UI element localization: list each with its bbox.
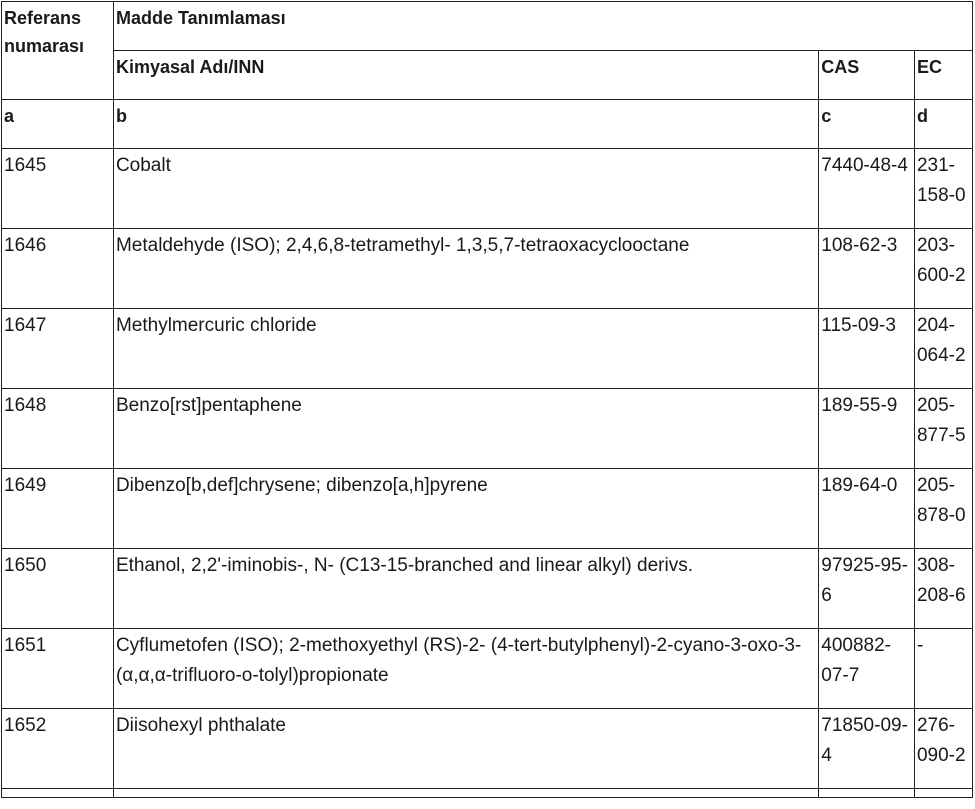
ec-cell: 276-090-2	[914, 709, 972, 789]
name-cell: Diisohexyl phthalate	[113, 709, 818, 789]
cas-cell: 400882-07-7	[819, 629, 915, 709]
cas-cell: 189-64-0	[819, 469, 915, 549]
ec-cell: 205-878-0	[914, 469, 972, 549]
name-cell: Ethanol, 2,2'-iminobis-, N- (C13-15-branched and linear alkyl) derivs.	[113, 549, 818, 629]
name-cell: Metaldehyde (ISO); 2,4,6,8-tetramethyl- 1,3,5,7-tetraoxacyclooctane	[113, 229, 818, 309]
header-row-2	[2, 51, 973, 100]
name-cell: Cobalt	[113, 149, 818, 229]
cas-header: CAS	[819, 51, 915, 100]
ref-cell-empty	[2, 789, 114, 798]
table-row	[2, 149, 973, 229]
table-row	[2, 469, 973, 549]
cas-cell: 71850-09-4	[819, 709, 915, 789]
ec-cell: 231-158-0	[914, 149, 972, 229]
substance-table	[1, 1, 973, 798]
ref-cell: 1649	[2, 469, 114, 549]
ref-cell: 1646	[2, 229, 114, 309]
name-cell: Benzo[rst]pentaphene	[113, 389, 818, 469]
col-letter-d: d	[914, 100, 972, 149]
ref-cell: 1650	[2, 549, 114, 629]
name-cell-empty	[113, 789, 818, 798]
cas-cell: 189-55-9	[819, 389, 915, 469]
ec-header: EC	[914, 51, 972, 100]
ec-cell: -	[914, 629, 972, 709]
column-letter-row	[2, 100, 973, 149]
table-row	[2, 229, 973, 309]
ref-cell: 1651	[2, 629, 114, 709]
cas-cell: 97925-95-6	[819, 549, 915, 629]
cas-cell: 7440-48-4	[819, 149, 915, 229]
table-row	[2, 549, 973, 629]
ref-header: Referans numarası	[2, 2, 114, 100]
col-letter-a: a	[2, 100, 114, 149]
table-row	[2, 309, 973, 389]
table-row	[2, 709, 973, 789]
col-letter-b: b	[113, 100, 818, 149]
ref-cell: 1645	[2, 149, 114, 229]
table-row	[2, 389, 973, 469]
cas-cell: 108-62-3	[819, 229, 915, 309]
ec-cell: 203-600-2	[914, 229, 972, 309]
name-cell: Methylmercuric chloride	[113, 309, 818, 389]
col-letter-c: c	[819, 100, 915, 149]
table-row	[2, 629, 973, 709]
ref-cell: 1647	[2, 309, 114, 389]
ec-cell: 204-064-2	[914, 309, 972, 389]
table-row-partial	[2, 789, 973, 798]
header-row-1	[2, 2, 973, 51]
name-cell[interactable]: Cyflumetofen (ISO); 2-methoxyethyl (RS)-2- (4-tert-butylphenyl)-2-cyano-3-oxo-3-(α,α,α-trifluoro-o-tolyl)propionate	[113, 629, 818, 709]
ec-cell-empty	[914, 789, 972, 798]
chem-header: Kimyasal Adı/INN	[113, 51, 818, 100]
name-cell: Dibenzo[b,def]chrysene; dibenzo[a,h]pyrene	[113, 469, 818, 549]
desc-header: Madde Tanımlaması	[113, 2, 972, 51]
ec-cell: 205-877-5	[914, 389, 972, 469]
ref-cell: 1648	[2, 389, 114, 469]
cas-cell: 115-09-3	[819, 309, 915, 389]
cas-cell-empty	[819, 789, 915, 798]
ref-cell: 1652	[2, 709, 114, 789]
ec-cell: 308-208-6	[914, 549, 972, 629]
